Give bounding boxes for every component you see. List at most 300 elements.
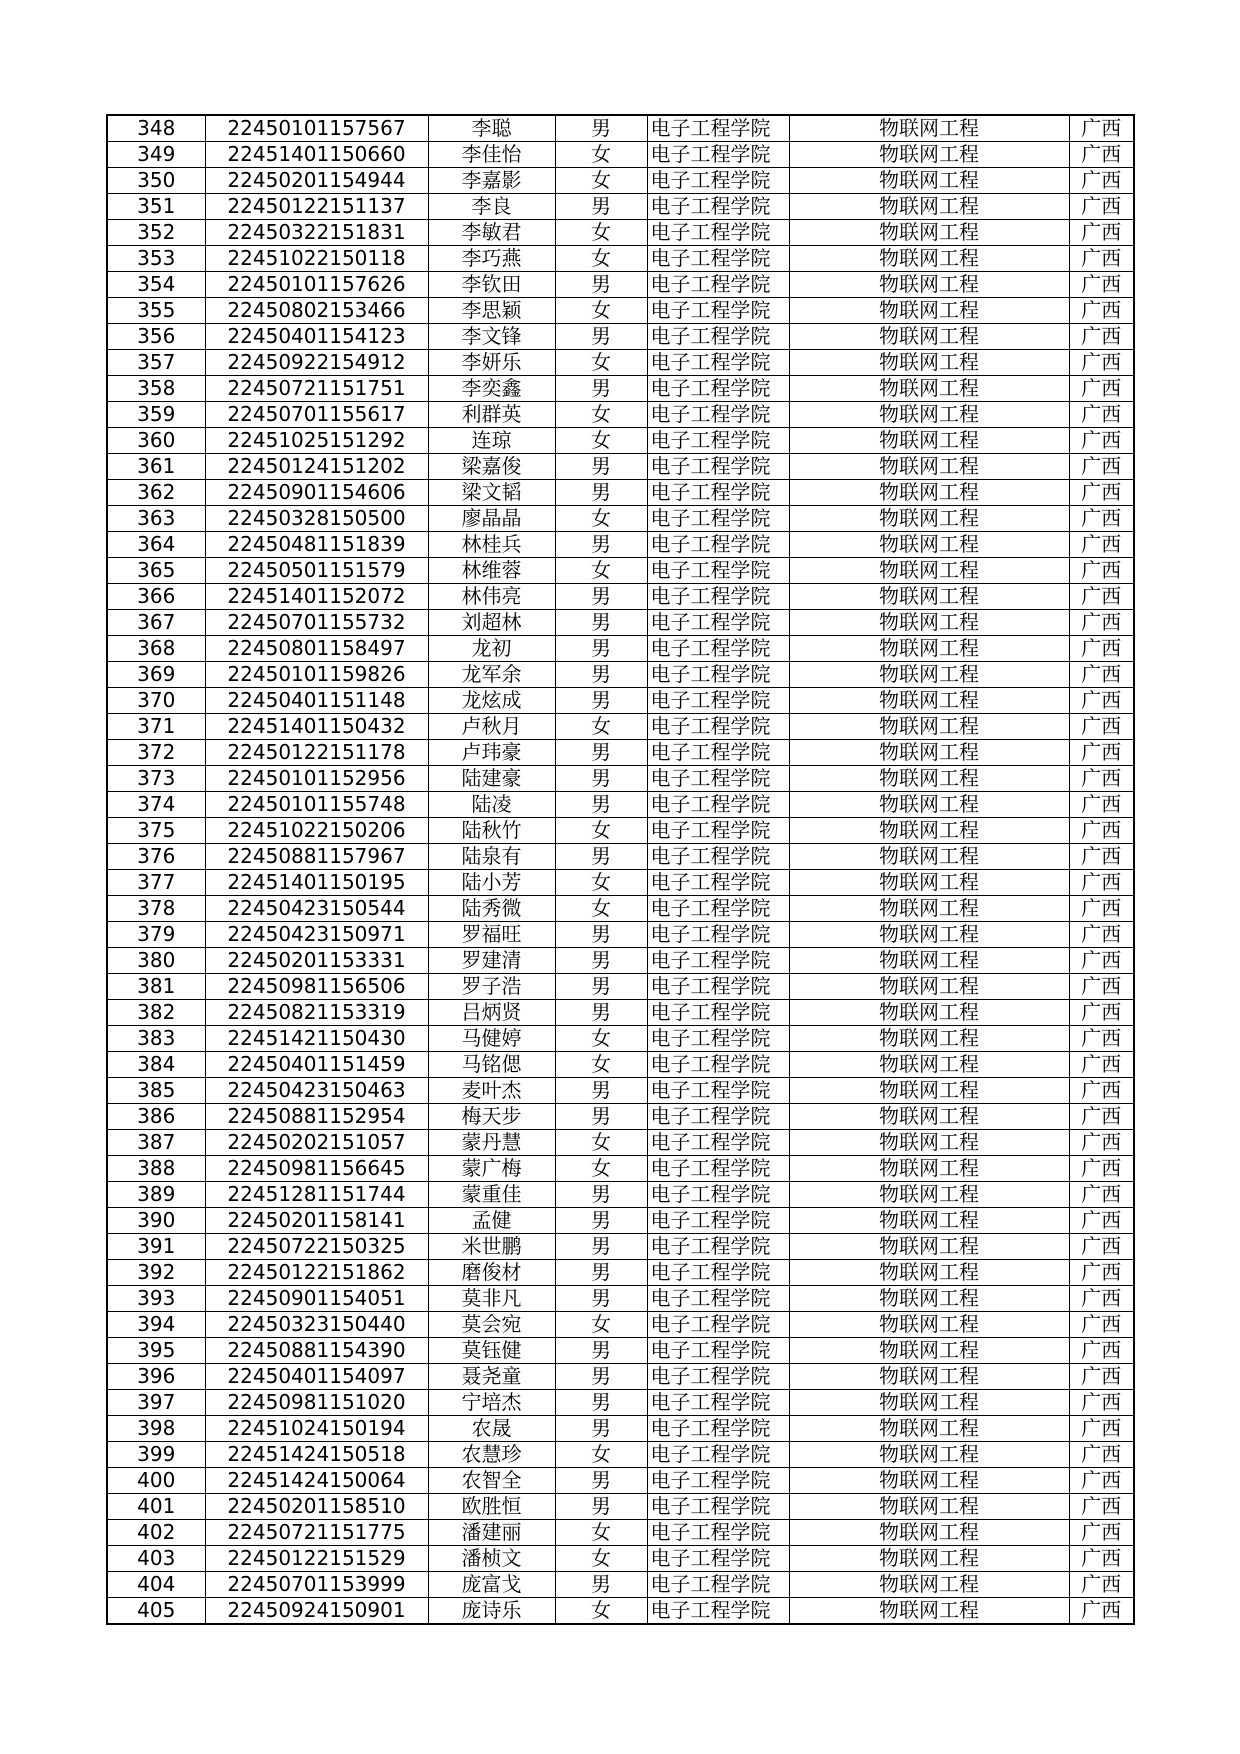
gender-cell: 男 — [555, 636, 647, 662]
row-number-cell: 356 — [107, 324, 205, 350]
student-name-cell: 林桂兵 — [428, 532, 555, 558]
student-id-cell: 22450101152956 — [205, 766, 428, 792]
province-cell: 广西 — [1069, 1260, 1134, 1286]
table-row — [107, 558, 1134, 584]
student-name-cell: 蒙广梅 — [428, 1156, 555, 1182]
college-cell: 电子工程学院 — [647, 402, 789, 428]
college-cell: 电子工程学院 — [647, 1312, 789, 1338]
row-number-cell: 377 — [107, 870, 205, 896]
table-row — [107, 1000, 1134, 1026]
student-name-cell: 龙初 — [428, 636, 555, 662]
college-cell: 电子工程学院 — [647, 272, 789, 298]
gender-cell: 男 — [555, 272, 647, 298]
row-number-cell: 375 — [107, 818, 205, 844]
gender-cell: 男 — [555, 1286, 647, 1312]
student-id-cell: 22450201153331 — [205, 948, 428, 974]
table-row — [107, 376, 1134, 402]
gender-cell: 男 — [555, 1494, 647, 1520]
major-cell: 物联网工程 — [789, 1390, 1069, 1416]
table-row — [107, 246, 1134, 272]
gender-cell: 男 — [555, 454, 647, 480]
row-number-cell: 348 — [107, 115, 205, 142]
major-cell: 物联网工程 — [789, 1494, 1069, 1520]
student-id-cell: 22450721151775 — [205, 1520, 428, 1546]
row-number-cell: 378 — [107, 896, 205, 922]
gender-cell: 男 — [555, 194, 647, 220]
row-number-cell: 403 — [107, 1546, 205, 1572]
major-cell: 物联网工程 — [789, 1416, 1069, 1442]
table-row — [107, 792, 1134, 818]
student-id-cell: 22450881152954 — [205, 1104, 428, 1130]
table-row — [107, 896, 1134, 922]
table-row — [107, 922, 1134, 948]
college-cell: 电子工程学院 — [647, 1416, 789, 1442]
row-number-cell: 365 — [107, 558, 205, 584]
college-cell: 电子工程学院 — [647, 818, 789, 844]
major-cell: 物联网工程 — [789, 1208, 1069, 1234]
table-row — [107, 480, 1134, 506]
college-cell: 电子工程学院 — [647, 350, 789, 376]
student-name-cell: 李良 — [428, 194, 555, 220]
major-cell: 物联网工程 — [789, 1182, 1069, 1208]
major-cell: 物联网工程 — [789, 298, 1069, 324]
province-cell: 广西 — [1069, 168, 1134, 194]
college-cell: 电子工程学院 — [647, 1468, 789, 1494]
gender-cell: 女 — [555, 1442, 647, 1468]
table-row — [107, 636, 1134, 662]
province-cell: 广西 — [1069, 1156, 1134, 1182]
gender-cell: 女 — [555, 142, 647, 168]
major-cell: 物联网工程 — [789, 1364, 1069, 1390]
major-cell: 物联网工程 — [789, 662, 1069, 688]
row-number-cell: 394 — [107, 1312, 205, 1338]
province-cell: 广西 — [1069, 142, 1134, 168]
table-row — [107, 1364, 1134, 1390]
province-cell: 广西 — [1069, 115, 1134, 142]
gender-cell: 男 — [555, 688, 647, 714]
college-cell: 电子工程学院 — [647, 896, 789, 922]
gender-cell: 女 — [555, 298, 647, 324]
college-cell: 电子工程学院 — [647, 142, 789, 168]
table-row — [107, 740, 1134, 766]
student-name-cell: 李奕鑫 — [428, 376, 555, 402]
row-number-cell: 354 — [107, 272, 205, 298]
college-cell: 电子工程学院 — [647, 1572, 789, 1598]
student-id-cell: 22451424150518 — [205, 1442, 428, 1468]
college-cell: 电子工程学院 — [647, 792, 789, 818]
gender-cell: 女 — [555, 168, 647, 194]
student-name-cell: 农晟 — [428, 1416, 555, 1442]
row-number-cell: 400 — [107, 1468, 205, 1494]
province-cell: 广西 — [1069, 870, 1134, 896]
student-name-cell: 莫钰健 — [428, 1338, 555, 1364]
major-cell: 物联网工程 — [789, 1468, 1069, 1494]
gender-cell: 女 — [555, 1026, 647, 1052]
gender-cell: 男 — [555, 1000, 647, 1026]
table-row — [107, 870, 1134, 896]
table-row — [107, 142, 1134, 168]
student-id-cell: 22450423150971 — [205, 922, 428, 948]
gender-cell: 男 — [555, 1416, 647, 1442]
major-cell: 物联网工程 — [789, 948, 1069, 974]
college-cell: 电子工程学院 — [647, 1338, 789, 1364]
row-number-cell: 362 — [107, 480, 205, 506]
province-cell: 广西 — [1069, 844, 1134, 870]
student-name-cell: 米世鹏 — [428, 1234, 555, 1260]
gender-cell: 女 — [555, 714, 647, 740]
student-id-cell: 22450201154944 — [205, 168, 428, 194]
row-number-cell: 384 — [107, 1052, 205, 1078]
student-id-cell: 22450981156645 — [205, 1156, 428, 1182]
college-cell: 电子工程学院 — [647, 1026, 789, 1052]
gender-cell: 女 — [555, 558, 647, 584]
province-cell: 广西 — [1069, 1182, 1134, 1208]
major-cell: 物联网工程 — [789, 1026, 1069, 1052]
row-number-cell: 387 — [107, 1130, 205, 1156]
table-row — [107, 1286, 1134, 1312]
college-cell: 电子工程学院 — [647, 870, 789, 896]
province-cell: 广西 — [1069, 714, 1134, 740]
gender-cell: 男 — [555, 844, 647, 870]
college-cell: 电子工程学院 — [647, 376, 789, 402]
student-id-cell: 22451424150064 — [205, 1468, 428, 1494]
student-name-cell: 蒙重佳 — [428, 1182, 555, 1208]
province-cell: 广西 — [1069, 1208, 1134, 1234]
row-number-cell: 358 — [107, 376, 205, 402]
gender-cell: 女 — [555, 1052, 647, 1078]
gender-cell: 男 — [555, 1104, 647, 1130]
major-cell: 物联网工程 — [789, 974, 1069, 1000]
student-name-cell: 马铭偲 — [428, 1052, 555, 1078]
student-name-cell: 马健婷 — [428, 1026, 555, 1052]
row-number-cell: 372 — [107, 740, 205, 766]
student-id-cell: 22450721151751 — [205, 376, 428, 402]
gender-cell: 女 — [555, 428, 647, 454]
gender-cell: 男 — [555, 1572, 647, 1598]
row-number-cell: 371 — [107, 714, 205, 740]
student-name-cell: 梁嘉俊 — [428, 454, 555, 480]
student-id-cell: 22450481151839 — [205, 532, 428, 558]
row-number-cell: 404 — [107, 1572, 205, 1598]
gender-cell: 男 — [555, 792, 647, 818]
college-cell: 电子工程学院 — [647, 558, 789, 584]
major-cell: 物联网工程 — [789, 1052, 1069, 1078]
province-cell: 广西 — [1069, 818, 1134, 844]
table-row — [107, 1052, 1134, 1078]
table-row — [107, 1312, 1134, 1338]
major-cell: 物联网工程 — [789, 1520, 1069, 1546]
college-cell: 电子工程学院 — [647, 948, 789, 974]
student-name-cell: 吕炳贤 — [428, 1000, 555, 1026]
college-cell: 电子工程学院 — [647, 584, 789, 610]
student-name-cell: 林维蓉 — [428, 558, 555, 584]
student-id-cell: 22450101157626 — [205, 272, 428, 298]
student-id-cell: 22450922154912 — [205, 350, 428, 376]
college-cell: 电子工程学院 — [647, 1104, 789, 1130]
table-row — [107, 714, 1134, 740]
province-cell: 广西 — [1069, 1234, 1134, 1260]
student-name-cell: 卢秋月 — [428, 714, 555, 740]
student-id-cell: 22450328150500 — [205, 506, 428, 532]
student-id-cell: 22450202151057 — [205, 1130, 428, 1156]
row-number-cell: 361 — [107, 454, 205, 480]
province-cell: 广西 — [1069, 1026, 1134, 1052]
college-cell: 电子工程学院 — [647, 1052, 789, 1078]
table-row — [107, 1546, 1134, 1572]
gender-cell: 女 — [555, 1156, 647, 1182]
province-cell: 广西 — [1069, 1494, 1134, 1520]
row-number-cell: 369 — [107, 662, 205, 688]
student-name-cell: 李文锋 — [428, 324, 555, 350]
student-id-cell: 22450201158141 — [205, 1208, 428, 1234]
major-cell: 物联网工程 — [789, 922, 1069, 948]
row-number-cell: 373 — [107, 766, 205, 792]
gender-cell: 男 — [555, 115, 647, 142]
table-row — [107, 844, 1134, 870]
college-cell: 电子工程学院 — [647, 298, 789, 324]
student-id-cell: 22451401152072 — [205, 584, 428, 610]
row-number-cell: 376 — [107, 844, 205, 870]
table-row — [107, 194, 1134, 220]
student-id-cell: 22450901154051 — [205, 1286, 428, 1312]
province-cell: 广西 — [1069, 1520, 1134, 1546]
student-name-cell: 廖晶晶 — [428, 506, 555, 532]
province-cell: 广西 — [1069, 376, 1134, 402]
gender-cell: 女 — [555, 870, 647, 896]
table-row — [107, 766, 1134, 792]
student-name-cell: 陆小芳 — [428, 870, 555, 896]
college-cell: 电子工程学院 — [647, 506, 789, 532]
student-name-cell: 宁培杰 — [428, 1390, 555, 1416]
table-row — [107, 948, 1134, 974]
gender-cell: 男 — [555, 766, 647, 792]
student-id-cell: 22450124151202 — [205, 454, 428, 480]
table-row — [107, 428, 1134, 454]
student-id-cell: 22450101157567 — [205, 115, 428, 142]
province-cell: 广西 — [1069, 324, 1134, 350]
province-cell: 广西 — [1069, 402, 1134, 428]
gender-cell: 女 — [555, 1130, 647, 1156]
province-cell: 广西 — [1069, 272, 1134, 298]
row-number-cell: 392 — [107, 1260, 205, 1286]
table-row — [107, 1338, 1134, 1364]
table-row — [107, 610, 1134, 636]
gender-cell: 男 — [555, 1208, 647, 1234]
row-number-cell: 366 — [107, 584, 205, 610]
row-number-cell: 401 — [107, 1494, 205, 1520]
table-row — [107, 1416, 1134, 1442]
college-cell: 电子工程学院 — [647, 1546, 789, 1572]
table-row — [107, 506, 1134, 532]
college-cell: 电子工程学院 — [647, 220, 789, 246]
major-cell: 物联网工程 — [789, 402, 1069, 428]
province-cell: 广西 — [1069, 1364, 1134, 1390]
college-cell: 电子工程学院 — [647, 1364, 789, 1390]
college-cell: 电子工程学院 — [647, 480, 789, 506]
major-cell: 物联网工程 — [789, 1130, 1069, 1156]
province-cell: 广西 — [1069, 948, 1134, 974]
student-name-cell: 李思颖 — [428, 298, 555, 324]
college-cell: 电子工程学院 — [647, 1286, 789, 1312]
major-cell: 物联网工程 — [789, 1104, 1069, 1130]
gender-cell: 女 — [555, 1546, 647, 1572]
student-name-cell: 聂尧童 — [428, 1364, 555, 1390]
student-id-cell: 22450924150901 — [205, 1598, 428, 1625]
row-number-cell: 352 — [107, 220, 205, 246]
college-cell: 电子工程学院 — [647, 610, 789, 636]
student-id-cell: 22450322151831 — [205, 220, 428, 246]
student-name-cell: 龙炫成 — [428, 688, 555, 714]
major-cell: 物联网工程 — [789, 220, 1069, 246]
college-cell: 电子工程学院 — [647, 246, 789, 272]
row-number-cell: 389 — [107, 1182, 205, 1208]
college-cell: 电子工程学院 — [647, 1520, 789, 1546]
province-cell: 广西 — [1069, 246, 1134, 272]
student-id-cell: 22450122151178 — [205, 740, 428, 766]
row-number-cell: 351 — [107, 194, 205, 220]
student-name-cell: 孟健 — [428, 1208, 555, 1234]
province-cell: 广西 — [1069, 766, 1134, 792]
major-cell: 物联网工程 — [789, 896, 1069, 922]
student-name-cell: 陆泉有 — [428, 844, 555, 870]
province-cell: 广西 — [1069, 896, 1134, 922]
province-cell: 广西 — [1069, 1078, 1134, 1104]
gender-cell: 男 — [555, 1078, 647, 1104]
student-id-cell: 22450981151020 — [205, 1390, 428, 1416]
major-cell: 物联网工程 — [789, 246, 1069, 272]
table-row — [107, 1468, 1134, 1494]
student-name-cell: 连琼 — [428, 428, 555, 454]
student-id-cell: 22450122151137 — [205, 194, 428, 220]
student-name-cell: 陆秀微 — [428, 896, 555, 922]
student-id-cell: 22450401151148 — [205, 688, 428, 714]
province-cell: 广西 — [1069, 194, 1134, 220]
major-cell: 物联网工程 — [789, 1260, 1069, 1286]
student-name-cell: 陆建豪 — [428, 766, 555, 792]
student-name-cell: 庞诗乐 — [428, 1598, 555, 1625]
province-cell: 广西 — [1069, 480, 1134, 506]
major-cell: 物联网工程 — [789, 324, 1069, 350]
gender-cell: 男 — [555, 376, 647, 402]
student-name-cell: 蒙丹慧 — [428, 1130, 555, 1156]
row-number-cell: 364 — [107, 532, 205, 558]
student-id-cell: 22450101159826 — [205, 662, 428, 688]
college-cell: 电子工程学院 — [647, 428, 789, 454]
student-name-cell: 农智全 — [428, 1468, 555, 1494]
college-cell: 电子工程学院 — [647, 1130, 789, 1156]
province-cell: 广西 — [1069, 922, 1134, 948]
student-id-cell: 22450201158510 — [205, 1494, 428, 1520]
province-cell: 广西 — [1069, 1390, 1134, 1416]
student-id-cell: 22450323150440 — [205, 1312, 428, 1338]
college-cell: 电子工程学院 — [647, 194, 789, 220]
row-number-cell: 363 — [107, 506, 205, 532]
college-cell: 电子工程学院 — [647, 1390, 789, 1416]
row-number-cell: 391 — [107, 1234, 205, 1260]
row-number-cell: 359 — [107, 402, 205, 428]
college-cell: 电子工程学院 — [647, 1260, 789, 1286]
row-number-cell: 350 — [107, 168, 205, 194]
student-name-cell: 莫非凡 — [428, 1286, 555, 1312]
major-cell: 物联网工程 — [789, 1078, 1069, 1104]
major-cell: 物联网工程 — [789, 1442, 1069, 1468]
row-number-cell: 386 — [107, 1104, 205, 1130]
row-number-cell: 379 — [107, 922, 205, 948]
row-number-cell: 398 — [107, 1416, 205, 1442]
college-cell: 电子工程学院 — [647, 974, 789, 1000]
table-row — [107, 1520, 1134, 1546]
province-cell: 广西 — [1069, 298, 1134, 324]
gender-cell: 男 — [555, 740, 647, 766]
province-cell: 广西 — [1069, 1130, 1134, 1156]
student-name-cell: 利群英 — [428, 402, 555, 428]
row-number-cell: 399 — [107, 1442, 205, 1468]
major-cell: 物联网工程 — [789, 142, 1069, 168]
student-name-cell: 莫会宛 — [428, 1312, 555, 1338]
major-cell: 物联网工程 — [789, 272, 1069, 298]
gender-cell: 男 — [555, 480, 647, 506]
row-number-cell: 357 — [107, 350, 205, 376]
major-cell: 物联网工程 — [789, 740, 1069, 766]
gender-cell: 男 — [555, 1468, 647, 1494]
student-id-cell: 22450981156506 — [205, 974, 428, 1000]
student-id-cell: 22450401151459 — [205, 1052, 428, 1078]
student-id-cell: 22450821153319 — [205, 1000, 428, 1026]
row-number-cell: 396 — [107, 1364, 205, 1390]
row-number-cell: 360 — [107, 428, 205, 454]
student-id-cell: 22451401150432 — [205, 714, 428, 740]
student-id-cell: 22450401154097 — [205, 1364, 428, 1390]
student-id-cell: 22451401150660 — [205, 142, 428, 168]
major-cell: 物联网工程 — [789, 1338, 1069, 1364]
student-name-cell: 李敏君 — [428, 220, 555, 246]
row-number-cell: 405 — [107, 1598, 205, 1625]
major-cell: 物联网工程 — [789, 714, 1069, 740]
table-row — [107, 298, 1134, 324]
table-row — [107, 1598, 1134, 1625]
table-row — [107, 974, 1134, 1000]
major-cell: 物联网工程 — [789, 194, 1069, 220]
table-row — [107, 220, 1134, 246]
gender-cell: 男 — [555, 1234, 647, 1260]
province-cell: 广西 — [1069, 662, 1134, 688]
major-cell: 物联网工程 — [789, 558, 1069, 584]
college-cell: 电子工程学院 — [647, 1494, 789, 1520]
row-number-cell: 393 — [107, 1286, 205, 1312]
table-row — [107, 1208, 1134, 1234]
province-cell: 广西 — [1069, 636, 1134, 662]
college-cell: 电子工程学院 — [647, 324, 789, 350]
province-cell: 广西 — [1069, 610, 1134, 636]
major-cell: 物联网工程 — [789, 870, 1069, 896]
roster-body — [107, 115, 1134, 1624]
college-cell: 电子工程学院 — [647, 532, 789, 558]
province-cell: 广西 — [1069, 558, 1134, 584]
major-cell: 物联网工程 — [789, 792, 1069, 818]
student-id-cell: 22450881157967 — [205, 844, 428, 870]
college-cell: 电子工程学院 — [647, 1442, 789, 1468]
student-name-cell: 梁文韬 — [428, 480, 555, 506]
student-name-cell: 磨俊材 — [428, 1260, 555, 1286]
student-id-cell: 22450122151862 — [205, 1260, 428, 1286]
table-row — [107, 584, 1134, 610]
student-id-cell: 22450701153999 — [205, 1572, 428, 1598]
major-cell: 物联网工程 — [789, 1546, 1069, 1572]
student-id-cell: 22450801158497 — [205, 636, 428, 662]
major-cell: 物联网工程 — [789, 480, 1069, 506]
major-cell: 物联网工程 — [789, 454, 1069, 480]
row-number-cell: 353 — [107, 246, 205, 272]
